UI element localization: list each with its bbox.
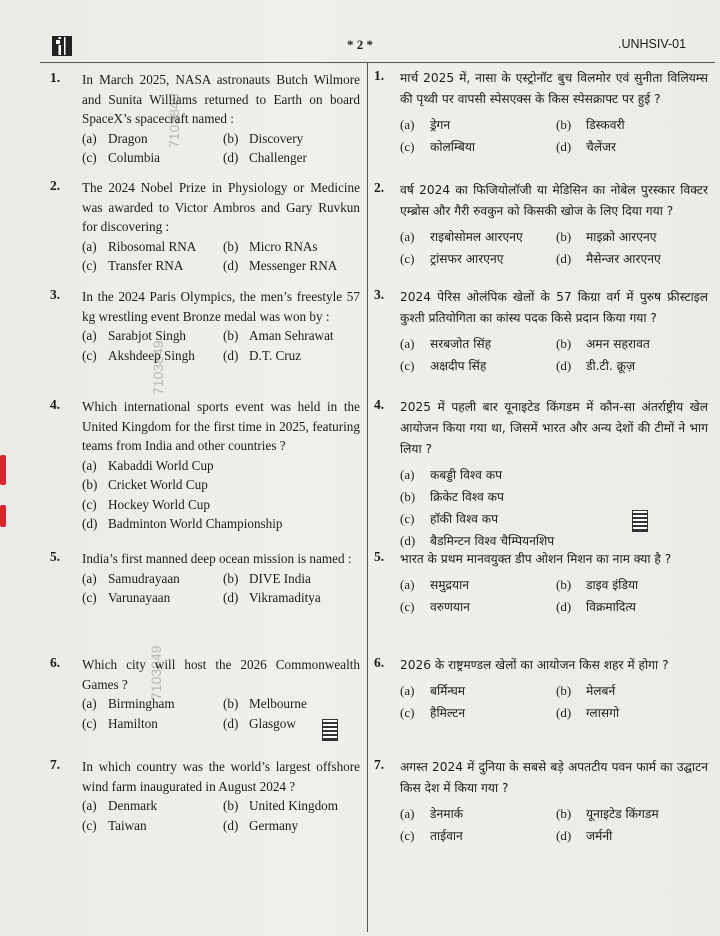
option (223, 129, 360, 149)
option-label: (c) (82, 496, 97, 512)
option-label: (c) (400, 139, 415, 154)
option-label: (d) (223, 258, 239, 273)
question-english (82, 655, 360, 733)
options (82, 796, 360, 835)
option (223, 346, 360, 366)
option-text: सरबजोत सिंह (430, 337, 492, 351)
option-label: (c) (82, 817, 97, 833)
question-number: 3. (50, 287, 61, 302)
option (82, 569, 219, 589)
question-number-hindi: 4. (374, 397, 385, 412)
option-text: D.T. Cruz (249, 347, 302, 363)
option (82, 475, 360, 495)
question-english (82, 287, 360, 365)
options (82, 326, 360, 365)
question-number-hindi: 1. (374, 68, 385, 83)
option-label: (a) (82, 328, 97, 343)
option (556, 226, 708, 248)
question-number: 1. (50, 70, 61, 85)
option-text: कबड्डी विश्व कप (430, 468, 503, 482)
option-label: (d) (556, 251, 572, 266)
question-text: 2025 में पहली बार यूनाइटेड किंगडम में कौन-सा अंतर्राष्ट्रीय खेल आयोजन किया गया था, जिसमें भारत और अन्य देशों की टीमों ने भाग लिया ? (400, 400, 708, 456)
options (82, 694, 360, 733)
option-text: Akshdeep Singh (108, 347, 195, 363)
question-english (82, 178, 360, 276)
options (400, 574, 708, 618)
question-text: 2026 के राष्ट्रमण्डल खेलों का आयोजन किस शहर में होगा ? (400, 658, 669, 672)
option (82, 326, 219, 346)
question-number: 2. (50, 178, 61, 193)
options (400, 333, 708, 377)
option (400, 702, 552, 724)
watermark-number: 7103849 (150, 340, 166, 395)
option-text: बैडमिन्टन विश्व चैम्पियनशिप (430, 534, 555, 548)
option-label: (b) (223, 238, 239, 254)
option-text: Ribosomal RNA (108, 238, 197, 254)
page-number: * 2 * (347, 37, 373, 52)
option (400, 680, 552, 702)
option-label: (a) (82, 238, 97, 254)
options (82, 129, 360, 168)
options (400, 680, 708, 724)
option-label: (c) (82, 347, 97, 363)
option (223, 148, 360, 168)
watermark-number: 7103849 (166, 93, 182, 148)
option (82, 148, 219, 168)
option-text: Discovery (249, 130, 304, 146)
question-text: In the 2024 Paris Olympics, the men’s freestyle 57 kg wrestling event Bronze medal was won by : (82, 289, 360, 324)
option-text: डिस्कवरी (586, 118, 625, 132)
option-text: Sarabjot Singh (108, 328, 187, 343)
option (400, 226, 552, 248)
question-number-hindi: 7. (374, 757, 385, 772)
options (400, 114, 708, 158)
option (82, 714, 219, 734)
option (223, 326, 360, 346)
option-label: (c) (400, 705, 415, 720)
option (556, 702, 708, 724)
option-text: राइबोसोमल आरएनए (430, 230, 523, 244)
option-label: (d) (556, 828, 572, 843)
question-text: मार्च 2025 में, नासा के एस्ट्रोनॉट बुच विलमोर एवं सुनीता विलियम्स की पृथ्वी पर वापसी स्पेसएक्स के किस स्पेसक्राफ्ट पर हुई ? (400, 71, 708, 106)
option-text: Kabaddi World Cup (108, 457, 214, 473)
option (400, 825, 552, 847)
option (400, 508, 708, 530)
option-text: कोलम्बिया (430, 140, 476, 154)
option-text: Badminton World Championship (108, 516, 283, 531)
question-hindi (400, 180, 708, 270)
option-text: Germany (249, 817, 299, 833)
question-english (82, 70, 360, 168)
option-label: (a) (82, 570, 97, 586)
option-label: (b) (223, 798, 239, 813)
option-label: (d) (556, 358, 572, 373)
option-label: (d) (223, 347, 239, 363)
option-text: Vikramaditya (249, 590, 321, 605)
option-label: (c) (82, 150, 97, 165)
option (400, 574, 552, 596)
option-text: मेलबर्न (586, 684, 616, 698)
option-label: (c) (82, 715, 97, 731)
option-text: Melbourne (249, 696, 307, 711)
option-label: (a) (400, 117, 415, 132)
option-text: डाइव इंडिया (586, 578, 639, 592)
option (400, 486, 708, 508)
option (556, 825, 708, 847)
option-text: Cricket World Cup (108, 477, 208, 492)
question-text: In March 2025, NASA astronauts Butch Wilmore and Sunita Williams returned to Earth on board SpaceX’s spacecraft named : (82, 72, 360, 126)
option-label: (b) (556, 117, 572, 132)
option-text: ग्लासगो (586, 706, 620, 720)
option-text: यूनाइटेड किंगडम (586, 807, 659, 821)
option-label: (b) (223, 570, 239, 586)
option-text: Dragon (108, 130, 148, 146)
option (400, 114, 552, 136)
option-label: (b) (556, 577, 572, 592)
option-label: (a) (82, 798, 97, 813)
question-text: 2024 पेरिस ओलंपिक खेलों के 57 किग्रा वर्ग में पुरुष फ्रीस्टाइल कुश्ती प्रतियोगिता का कांस्य पदक किसे प्रदान किया गया ? (400, 290, 708, 325)
option-text: Varunayaan (108, 590, 171, 605)
option-label: (d) (223, 150, 239, 165)
option-text: ड्रेगन (430, 118, 451, 132)
options (400, 226, 708, 270)
option-text: Glasgow (249, 715, 296, 731)
option-text: Transfer RNA (108, 258, 184, 273)
option-label: (d) (223, 817, 239, 833)
option-text: ट्रांसफर आरएनए (430, 252, 504, 266)
option (556, 574, 708, 596)
option (400, 803, 552, 825)
top-rule (40, 62, 715, 63)
option-text: विक्रमादित्य (586, 600, 636, 614)
option (82, 796, 219, 816)
question-hindi (400, 757, 708, 847)
option (82, 456, 360, 476)
option (82, 514, 360, 534)
option-label: (a) (400, 467, 415, 482)
question-hindi (400, 68, 708, 158)
option-text: चैलेंजर (586, 140, 617, 154)
option-text: Challenger (249, 150, 307, 165)
paper-code: .UNHSIV-01 (618, 37, 687, 51)
option (556, 333, 708, 355)
question-number-hindi: 6. (374, 655, 385, 670)
option (82, 495, 360, 515)
option (400, 333, 552, 355)
option-text: डेनमार्क (430, 807, 464, 821)
option-label: (c) (400, 251, 415, 266)
option (223, 588, 360, 608)
option-text: बर्मिन्घम (430, 684, 466, 698)
option-text: Messenger RNA (249, 258, 338, 273)
option (223, 237, 360, 257)
option-text: Denmark (108, 798, 158, 813)
option (223, 569, 360, 589)
option-text: जर्मनी (586, 829, 613, 843)
option (400, 248, 552, 270)
option-label: (b) (556, 229, 572, 244)
option-text: अमन सहरावत (586, 337, 650, 351)
option (223, 256, 360, 276)
option-text: United Kingdom (249, 798, 339, 813)
option-label: (b) (82, 477, 98, 492)
question-hindi (400, 287, 708, 377)
option (223, 816, 360, 836)
question-text: अगस्त 2024 में दुनिया के सबसे बड़े अपतटीय पवन फार्म का उद्घाटन किस देश में किया गया ? (400, 760, 708, 795)
option (82, 256, 219, 276)
option-text: Hockey World Cup (108, 496, 210, 512)
option-text: क्रिकेट विश्व कप (430, 490, 504, 504)
options (82, 237, 360, 276)
option (223, 796, 360, 816)
option (82, 129, 219, 149)
option-label: (d) (223, 590, 239, 605)
question-english (82, 397, 360, 534)
question-text: वर्ष 2024 का फिजियोलॉजी या मेडिसिन का नोबेल पुरस्कार विक्टर एम्ब्रोस और गैरी रुवकुन को किसकी खोज के लिए दिया गया ? (400, 183, 708, 218)
question-number: 5. (50, 549, 61, 564)
option-text: Columbia (108, 150, 161, 165)
option-text: हॉकी विश्व कप (430, 512, 499, 526)
question-english (82, 757, 360, 835)
options (82, 569, 360, 608)
option-label: (a) (400, 229, 415, 244)
option-label: (c) (400, 511, 415, 526)
option-text: ताईवान (430, 829, 463, 843)
option-label: (d) (400, 533, 416, 548)
question-hindi (400, 397, 708, 552)
option-label: (c) (82, 590, 97, 605)
question-number: 7. (50, 757, 61, 772)
option (556, 114, 708, 136)
option-text: Hamilton (108, 715, 158, 731)
options (400, 464, 708, 552)
option (82, 694, 219, 714)
option-label: (b) (556, 683, 572, 698)
option (82, 816, 219, 836)
option-text: Micro RNAs (249, 238, 318, 254)
option (400, 136, 552, 158)
option-label: (d) (82, 516, 98, 531)
option-label: (c) (400, 599, 415, 614)
option-label: (b) (400, 489, 416, 504)
option-label: (a) (400, 336, 415, 351)
option-label: (a) (400, 806, 415, 821)
option-text: हैमिल्टन (430, 706, 466, 720)
column-divider (367, 62, 368, 932)
option-label: (a) (400, 577, 415, 592)
red-edge-mark (0, 455, 6, 485)
options (82, 456, 360, 534)
option-label: (a) (82, 130, 97, 146)
option-text: Taiwan (108, 817, 147, 833)
question-text: In which country was the world’s largest offshore wind farm inaugurated in August 2024 ? (82, 759, 360, 794)
watermark-number: 7103849 (148, 645, 164, 700)
option-label: (c) (82, 258, 97, 273)
option-label: (d) (556, 705, 572, 720)
option-label: (d) (556, 599, 572, 614)
option (556, 803, 708, 825)
option-label: (a) (82, 457, 97, 473)
option (556, 680, 708, 702)
question-text: The 2024 Nobel Prize in Physiology or Medicine was awarded to Victor Ambros and Gary Ruvkun for discovering : (82, 180, 360, 234)
option-label: (d) (223, 715, 239, 731)
option-text: मैसेन्जर आरएनए (586, 252, 661, 266)
option (400, 596, 552, 618)
question-number-hindi: 3. (374, 287, 385, 302)
question-text: India’s first manned deep ocean mission is named : (82, 551, 352, 566)
option-label: (c) (400, 828, 415, 843)
option (556, 248, 708, 270)
option-label: (c) (400, 358, 415, 373)
option-label: (b) (223, 328, 239, 343)
option-text: वरुणयान (430, 600, 470, 614)
option-text: डी.टी. क्रूज़ (586, 359, 636, 373)
question-hindi (400, 655, 708, 724)
option-label: (b) (556, 806, 572, 821)
option-text: Aman Sehrawat (249, 328, 334, 343)
option-label: (a) (400, 683, 415, 698)
option (223, 694, 360, 714)
question-english (82, 549, 360, 608)
question-hindi (400, 549, 708, 618)
option (82, 588, 219, 608)
option-text: माइक्रो आरएनए (586, 230, 657, 244)
option-text: DIVE India (249, 570, 311, 586)
option (223, 714, 360, 734)
option (400, 464, 708, 486)
qr-code-icon (52, 36, 72, 56)
option-text: Birmingham (108, 696, 175, 711)
option-text: अक्षदीप सिंह (430, 359, 487, 373)
question-text: Which city will host the 2026 Commonwealth Games ? (82, 657, 360, 692)
red-edge-mark (0, 505, 6, 527)
option (82, 237, 219, 257)
option (556, 355, 708, 377)
question-number: 4. (50, 397, 61, 412)
option (556, 596, 708, 618)
option-text: समुद्रयान (430, 578, 469, 592)
option-label: (d) (556, 139, 572, 154)
option-text: Samudrayaan (108, 570, 180, 586)
question-number: 6. (50, 655, 61, 670)
question-number-hindi: 2. (374, 180, 385, 195)
question-number-hindi: 5. (374, 549, 385, 564)
options (400, 803, 708, 847)
option (556, 136, 708, 158)
option-label: (b) (223, 130, 239, 146)
option-label: (b) (556, 336, 572, 351)
option (400, 355, 552, 377)
question-text: Which international sports event was held in the United Kingdom for the first time in 2025, featuring teams from India and other countries ? (82, 399, 360, 453)
option (82, 346, 219, 366)
option-label: (b) (223, 696, 239, 711)
option-label: (a) (82, 696, 97, 711)
question-text: भारत के प्रथम मानवयुक्त डीप ओशन मिशन का नाम क्या है ? (400, 552, 672, 566)
